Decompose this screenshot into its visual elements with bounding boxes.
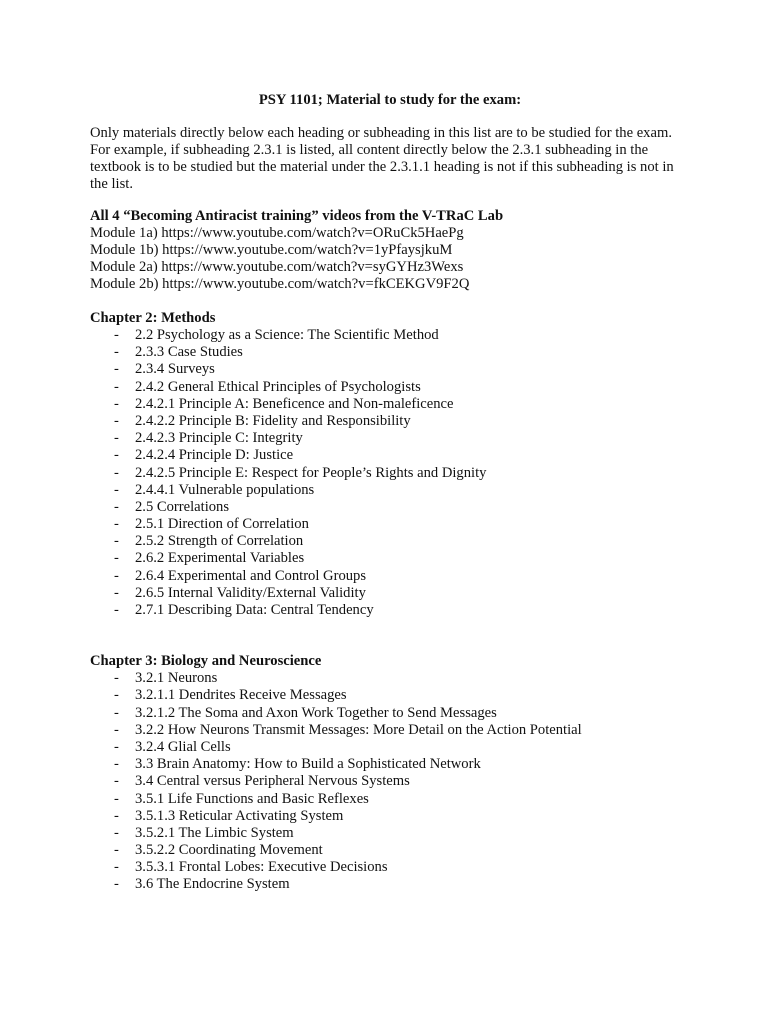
list-dash: - (114, 533, 119, 550)
list-item-text: 3.5.2.2 Coordinating Movement (135, 842, 323, 859)
list-dash: - (114, 670, 119, 687)
list-item (90, 550, 690, 567)
list-item-text: 2.4.2 General Ethical Principles of Psychologists (135, 378, 421, 395)
list-item-text: 2.3.4 Surveys (135, 361, 215, 378)
intro-paragraph: Only materials directly below each heading or subheading in this list are to be studied for the exam. For example, if subheading 2.3.1 is listed, all content directly below the 2.3.1 subheading in the textbook is to be studied but the material under the 2.3.1.1 heading is not if this subheading is not in the list. (90, 125, 674, 192)
list-dash: - (114, 842, 119, 859)
list-item-text: 3.6 The Endocrine System (135, 876, 290, 893)
list-item (90, 499, 690, 516)
list-dash: - (114, 378, 119, 395)
list-item-text: 3.4 Central versus Peripheral Nervous Systems (135, 773, 410, 790)
list-dash: - (114, 550, 119, 567)
list-dash: - (114, 704, 119, 721)
list-item-text: 2.3.3 Case Studies (135, 344, 243, 361)
list-dash: - (114, 430, 119, 447)
list-item (90, 756, 690, 773)
list-item (90, 602, 690, 619)
list-item-text: 2.6.4 Experimental and Control Groups (135, 567, 367, 584)
list-dash: - (114, 464, 119, 481)
module-1a-line: Module 1a) https://www.youtube.com/watch?v=ORuCk5HaePg (90, 225, 464, 241)
list-item-text: 2.6.2 Experimental Variables (135, 550, 305, 567)
list-item (90, 687, 690, 704)
list-item (90, 739, 690, 756)
list-item-text: 2.4.2.2 Principle B: Fidelity and Responsibility (135, 412, 411, 429)
chapter-2-list (90, 327, 690, 619)
list-item-text: 3.5.2.1 The Limbic System (135, 824, 294, 841)
list-item (90, 859, 690, 876)
list-dash: - (114, 447, 119, 464)
list-item (90, 482, 690, 499)
list-item (90, 361, 690, 378)
videos-heading: All 4 “Becoming Antiracist training” videos from the V-TRaC Lab (90, 208, 504, 224)
list-dash: - (114, 516, 119, 533)
list-item (90, 670, 690, 687)
list-item (90, 585, 690, 602)
list-item-text: 2.4.2.3 Principle C: Integrity (135, 430, 303, 447)
list-dash: - (114, 773, 119, 790)
page-title: PSY 1101; Material to study for the exam: (258, 92, 522, 108)
module-2a-line: Module 2a) https://www.youtube.com/watch?v=syGYHz3Wexs (90, 259, 464, 275)
document-page (90, 92, 690, 894)
list-item (90, 430, 690, 447)
list-item (90, 722, 690, 739)
list-item (90, 396, 690, 413)
list-item-text: 3.5.3.1 Frontal Lobes: Executive Decisions (135, 859, 388, 876)
list-item (90, 791, 690, 808)
list-item-text: 2.4.4.1 Vulnerable populations (135, 481, 315, 498)
list-item (90, 533, 690, 550)
list-item-text: 2.4.2.1 Principle A: Beneficence and Non-maleficence (135, 395, 454, 412)
list-item-text: 2.4.2.5 Principle E: Respect for People’s Rights and Dignity (135, 464, 487, 481)
list-item (90, 876, 690, 893)
list-dash: - (114, 395, 119, 412)
list-dash: - (114, 498, 119, 515)
list-dash: - (114, 602, 119, 618)
list-item-text: 3.5.1.3 Reticular Activating System (135, 807, 344, 824)
list-item-text: 3.2.1.2 The Soma and Axon Work Together to Send Messages (135, 704, 497, 721)
chapter-2-section (90, 310, 690, 619)
list-item (90, 447, 690, 464)
list-dash: - (114, 481, 119, 498)
list-dash: - (114, 876, 119, 893)
list-item (90, 773, 690, 790)
list-dash: - (114, 859, 119, 876)
list-item-text: 2.7.1 Describing Data: Central Tendency (135, 602, 374, 618)
chapter-3-heading: Chapter 3: Biology and Neuroscience (90, 653, 322, 670)
list-item (90, 413, 690, 430)
chapter-3-list (90, 670, 690, 893)
list-item-text: 2.5.2 Strength of Correlation (135, 533, 304, 550)
list-dash: - (114, 721, 119, 738)
list-dash: - (114, 738, 119, 755)
list-item (90, 379, 690, 396)
list-dash: - (114, 567, 119, 584)
module-2b-line: Module 2b) https://www.youtube.com/watch?v=fkCEKGV9F2Q (90, 276, 470, 292)
list-item (90, 344, 690, 361)
list-item-text: 3.2.4 Glial Cells (135, 738, 231, 755)
list-item-text: 2.5 Correlations (135, 498, 230, 515)
chapter-2-heading: Chapter 2: Methods (90, 310, 216, 326)
list-item-text: 2.5.1 Direction of Correlation (135, 516, 309, 533)
list-item-text: 3.2.1.1 Dendrites Receive Messages (135, 687, 347, 704)
list-dash: - (114, 584, 119, 601)
video-module-list (90, 225, 690, 293)
list-item (90, 825, 690, 842)
list-dash: - (114, 790, 119, 807)
list-item (90, 465, 690, 482)
list-dash: - (114, 361, 119, 378)
list-dash: - (114, 412, 119, 429)
list-item (90, 327, 690, 344)
list-dash: - (114, 756, 119, 773)
list-item-text: 3.2.2 How Neurons Transmit Messages: More Detail on the Action Potential (135, 721, 582, 738)
list-dash: - (114, 327, 119, 343)
list-item (90, 808, 690, 825)
module-1b-line: Module 1b) https://www.youtube.com/watch?v=1yPfaysjkuM (90, 242, 453, 258)
list-item-text: 3.3 Brain Anatomy: How to Build a Sophisticated Network (135, 756, 481, 773)
list-dash: - (114, 824, 119, 841)
list-item (90, 842, 690, 859)
list-item-text: 3.5.1 Life Functions and Basic Reflexes (135, 790, 369, 807)
list-item-text: 2.6.5 Internal Validity/External Validity (135, 584, 366, 601)
list-item (90, 705, 690, 722)
list-item-text: 2.2 Psychology as a Science: The Scientific Method (135, 327, 439, 343)
list-item (90, 568, 690, 585)
list-dash: - (114, 807, 119, 824)
list-item-text: 3.2.1 Neurons (135, 670, 218, 687)
list-item (90, 516, 690, 533)
list-item-text: 2.4.2.4 Principle D: Justice (135, 447, 294, 464)
chapter-3-section (90, 653, 690, 893)
list-dash: - (114, 687, 119, 704)
list-dash: - (114, 344, 119, 361)
